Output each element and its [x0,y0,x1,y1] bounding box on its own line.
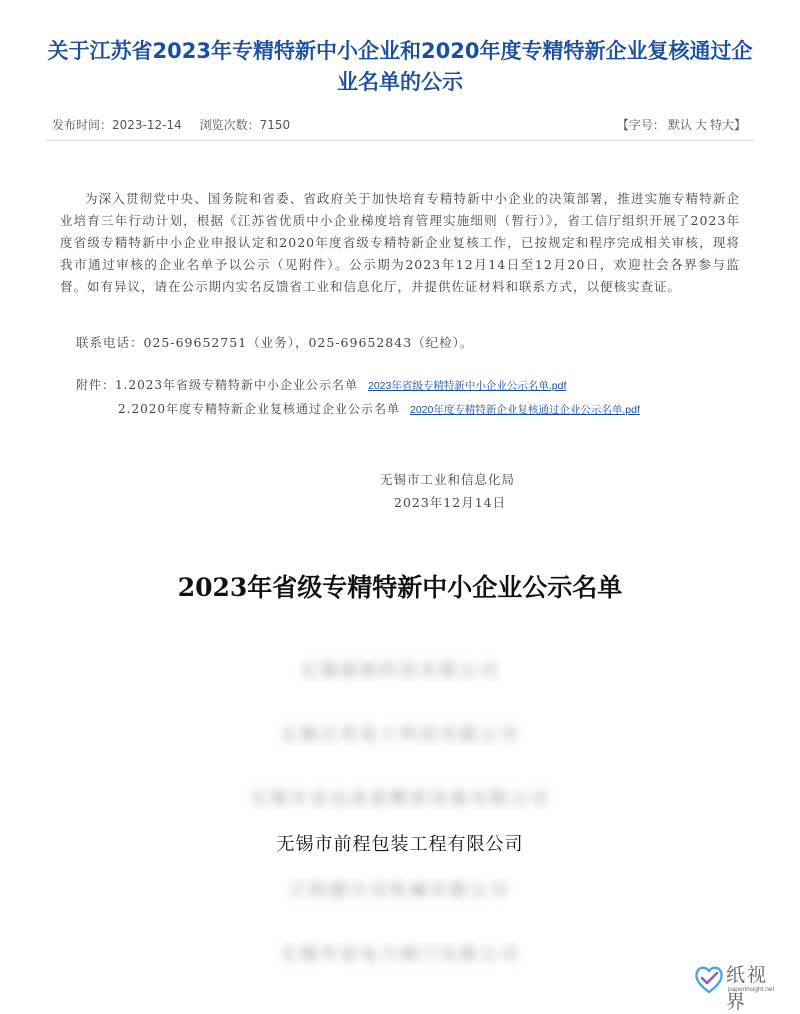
list-title: 2023年省级专精特新中小企业公示名单 [177,573,623,602]
company-item: 无锡百英电子科技有限公司 [280,725,520,745]
signature-org: 无锡市工业和信息化局 [380,472,516,487]
watermark [692,956,782,1013]
article-meta [52,116,304,133]
publish-time: 发布时间：2023-12-14 [52,118,182,132]
heart-check-icon [692,962,726,996]
company-item: 无锡市前程包装工程有限公司 [276,834,524,855]
article-title: 关于江苏省2023年专精特新中小企业和2020年度专精特新企业复核通过企业名单的公示 [47,39,753,94]
font-size-label: 【字号： [616,118,665,132]
font-size-close: 】 [733,118,746,132]
company-item: 江阴德尔克机械有限公司 [290,881,510,901]
article-body: 为深入贯彻党中央、国务院和省委、省政府关于加快培育专精特新中小企业的决策部署，推进实施专精特新企业培育三年行动计划，根据《江苏省优质中小企业梯度培育管理实施细则（暂行）》，省工信厅组织开展了2023年度省级专精特新中小企业申报认定和2020年度省级专精特新企业复核工作，已按规定和程序完成相关审核，现将我市通过审核的企业名单予以公示（见附件）。公示期为2023年12月14日至12月20日，欢迎社会各界参与监督。如有异议，请在公示期内实名反馈省工业和信息化厅，并提供佐证材料和联系方式，以便核实查证。 [60,191,740,294]
attachment-link-2020[interactable]: 2020年度专精特新企业复核通过企业公示名单.pdf [410,404,640,416]
company-item: 无锡市金达成套精密设备有限公司 [250,789,550,809]
attachment-label: 2.2020年度专精特新企业复核通过企业公示名单 [118,402,400,416]
font-size-default-link[interactable]: 默认 [667,118,692,132]
watermark-text: 纸视界 [726,964,769,1013]
attachment-item [76,376,566,393]
attachment-link-2023[interactable]: 2023年省级专精特新中小企业公示名单.pdf [368,380,567,392]
attachment-item [118,400,640,417]
header-divider [46,140,754,141]
font-size-large-link[interactable]: 大 [694,118,707,132]
font-size-switcher [617,116,746,133]
company-item: 无锡展硕科技有限公司 [300,661,500,681]
company-item: 无锡华星电力阀门有限公司 [280,945,520,965]
contact-phone: 联系电话：025-69652751（业务），025-69652843（纪检）。 [76,335,474,350]
signature-block [380,468,515,514]
view-count: 浏览次数：7150 [199,118,291,132]
attachment-label: 附件：1.2023年省级专精特新中小企业公示名单 [76,378,358,392]
signature-date: 2023年12月14日 [394,495,507,510]
font-size-extra-large-link[interactable]: 特大 [709,118,734,132]
watermark-url: paperinsight.net [728,986,775,993]
